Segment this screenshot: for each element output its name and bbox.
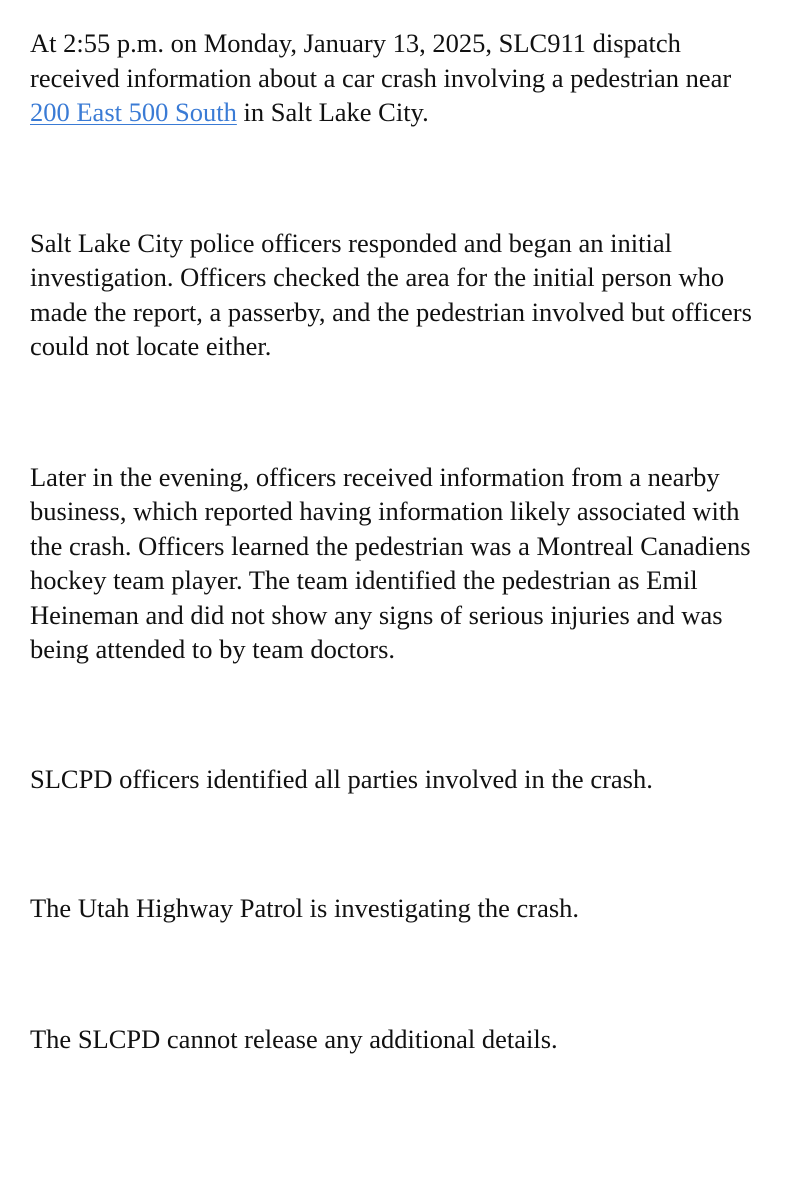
address-link[interactable]: 200 East 500 South: [30, 97, 237, 127]
paragraph-parties: SLCPD officers identified all parties involved in the crash.: [30, 763, 653, 794]
paragraph-dispatch: [30, 26, 775, 130]
paragraph-dispatch-tail: in Salt Lake City.: [236, 97, 429, 127]
paragraph-identification: Later in the evening, officers received information from a nearby business, which reported having information likely associated with the crash. Officers learned the pedestrian was a Montreal Canadiens hockey team player. The team identified the pedestrian as Emil Heineman and did not show any signs of serious injuries and was being attended to by team doctors.: [30, 461, 751, 664]
paragraph-uhp: The Utah Highway Patrol is investigating the crash.: [30, 893, 580, 923]
paragraph-no-details: The SLCPD cannot release any additional details.: [30, 1023, 558, 1054]
paragraph-investigation: Salt Lake City police officers responded and began an initial investigation. Officers checked the area for the initial person who made the report, a passerby, and the pedestrian involved but officers could not locate either.: [30, 227, 752, 361]
paragraph-dispatch-text: At 2:55 p.m. on Monday, January 13, 2025, SLC911 dispatch received information about a car crash involving a pedestrian near: [30, 28, 732, 93]
article-body: [30, 26, 775, 1056]
